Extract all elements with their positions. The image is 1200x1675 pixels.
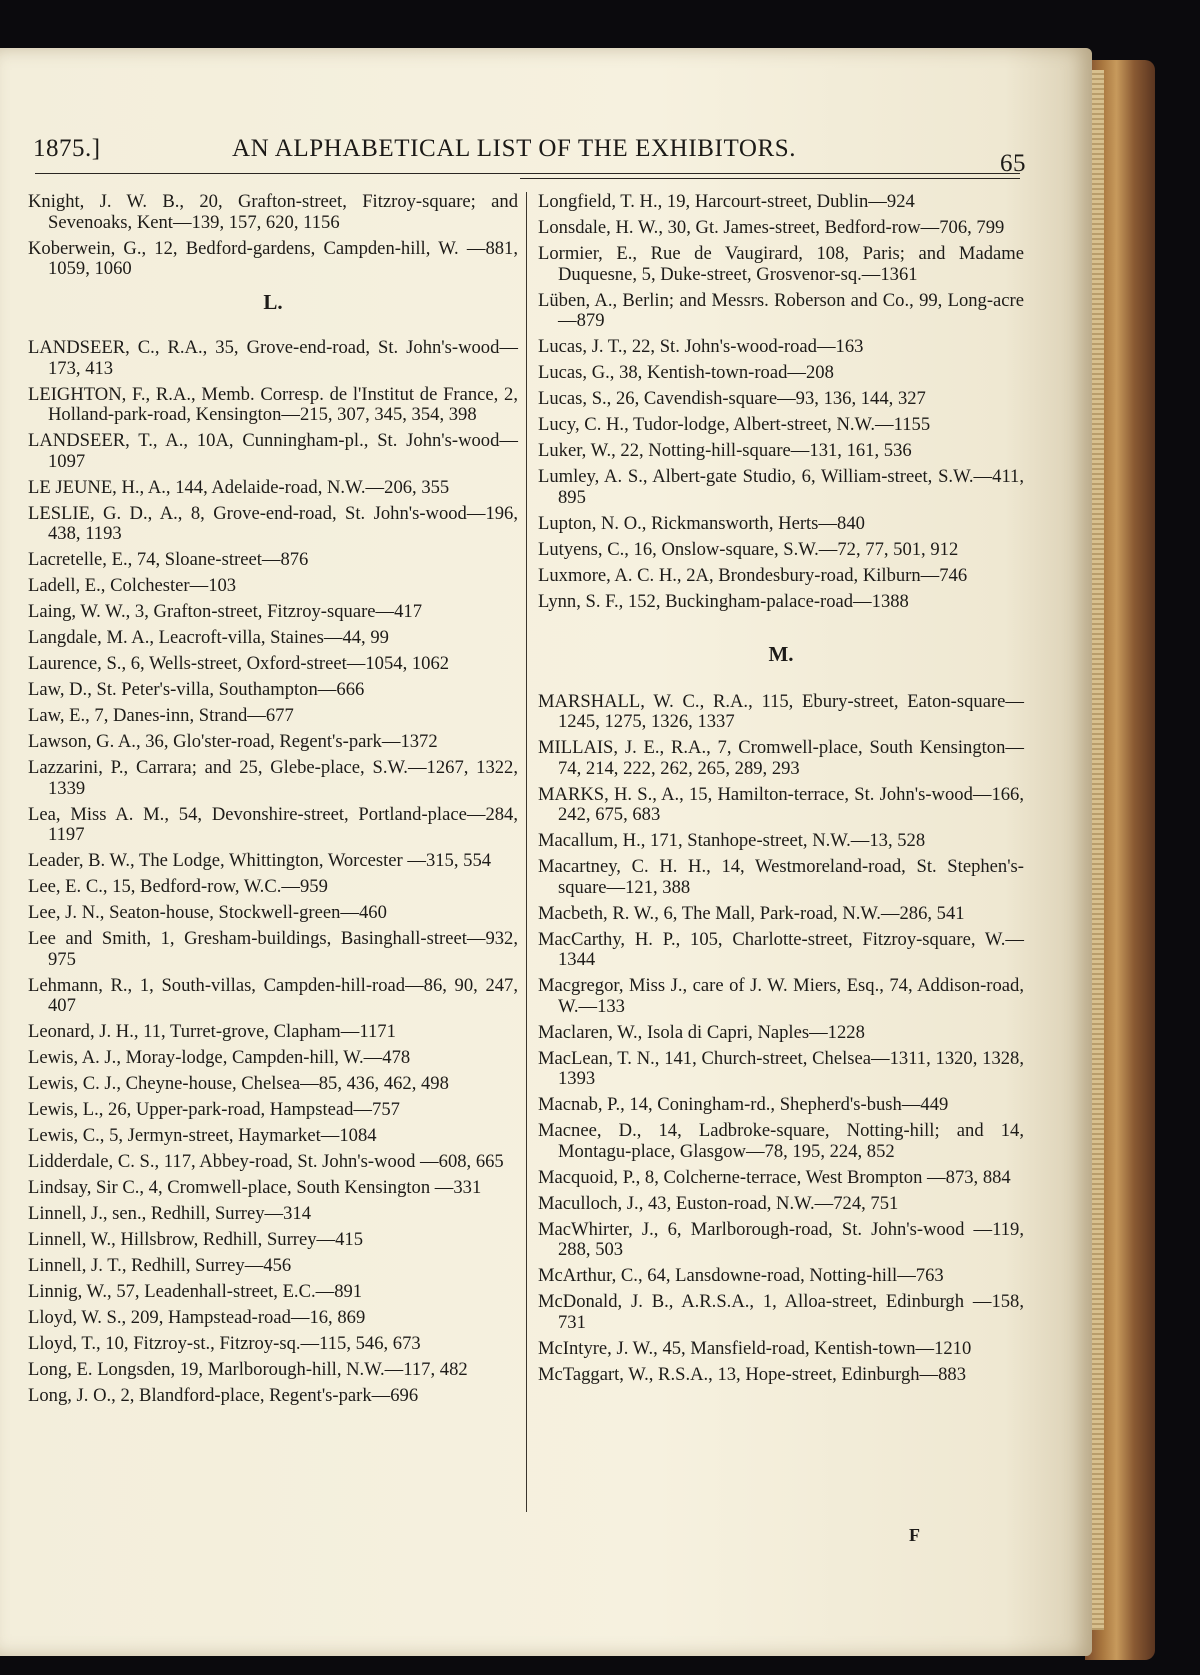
exhibitor-entry: Lonsdale, H. W., 30, Gt. James-street, Bedford-row—706, 799 xyxy=(538,217,1005,238)
exhibitor-entry: Lormier, E., Rue de Vaugirard, 108, Paris; and Madame Duquesne, 5, Duke-street, Grosvenor-sq.—1361 xyxy=(538,243,1024,285)
exhibitor-entry: Leonard, J. H., 11, Turret-grove, Clapham—1171 xyxy=(28,1021,396,1042)
exhibitor-entry: McArthur, C., 64, Lansdowne-road, Notting-hill—763 xyxy=(538,1265,944,1286)
exhibitor-entry: Laing, W. W., 3, Grafton-street, Fitzroy-square—417 xyxy=(28,601,423,622)
exhibitor-entry: Linnell, J. T., Redhill, Surrey—456 xyxy=(28,1255,292,1276)
header-title: AN ALPHABETICAL LIST OF THE EXHIBITORS. xyxy=(232,135,797,162)
exhibitor-entry: LESLIE, G. D., A., 8, Grove-end-road, St. John's-wood—196, 438, 1193 xyxy=(28,502,518,544)
header-year: 1875.] xyxy=(33,135,101,162)
exhibitor-entry: Lee and Smith, 1, Gresham-buildings, Basinghall-street—932, 975 xyxy=(28,928,518,970)
exhibitor-entry: Lloyd, T., 10, Fitzroy-st., Fitzroy-sq.—115, 546, 673 xyxy=(28,1333,421,1354)
exhibitor-entry: MacWhirter, J., 6, Marlborough-road, St. John's-wood —119, 288, 503 xyxy=(538,1218,1024,1260)
exhibitor-entry: McDonald, J. B., A.R.S.A., 1, Alloa-street, Edinburgh —158, 731 xyxy=(538,1291,1024,1333)
exhibitor-entry: Laurence, S., 6, Wells-street, Oxford-street—1054, 1062 xyxy=(28,653,450,674)
exhibitor-entry: LEIGHTON, F., R.A., Memb. Corresp. de l'Institut de France, 2, Holland-park-road, Kensington—215, 307, 345, 354, 398 xyxy=(28,383,518,425)
exhibitor-entry: Lucas, G., 38, Kentish-town-road—208 xyxy=(538,362,834,383)
exhibitor-entry: Leader, B. W., The Lodge, Whittington, Worcester —315, 554 xyxy=(28,850,492,871)
exhibitor-entry: LANDSEER, C., R.A., 35, Grove-end-road, St. John's-wood—173, 413 xyxy=(28,337,518,379)
exhibitor-entry: Lehmann, R., 1, South-villas, Campden-hill-road—86, 90, 247, 407 xyxy=(28,974,518,1016)
exhibitor-entry: Langdale, M. A., Leacroft-villa, Staines—44, 99 xyxy=(28,627,389,648)
exhibitor-entry: Linnig, W., 57, Leadenhall-street, E.C.—891 xyxy=(28,1281,363,1302)
exhibitor-entry: Macnee, D., 14, Ladbroke-square, Notting-hill; and 14, Montagu-place, Glasgow—78, 195, 224, 852 xyxy=(538,1120,1024,1162)
exhibitor-entry: MacLean, T. N., 141, Church-street, Chelsea—1311, 1320, 1328, 1393 xyxy=(538,1047,1024,1089)
exhibitor-entry: Lea, Miss A. M., 54, Devonshire-street, Portland-place—284, 1197 xyxy=(28,803,518,845)
exhibitor-entry: Knight, J. W. B., 20, Grafton-street, Fitzroy-square; and Sevenoaks, Kent—139, 157, 620, 1156 xyxy=(28,191,518,233)
exhibitor-entry: Long, E. Longsden, 19, Marlborough-hill, N.W.—117, 482 xyxy=(28,1359,468,1380)
exhibitor-entry: Maculloch, J., 43, Euston-road, N.W.—724, 751 xyxy=(538,1192,899,1214)
exhibitor-entry: Lloyd, W. S., 209, Hampstead-road—16, 869 xyxy=(28,1307,366,1328)
exhibitor-entry: Lazzarini, P., Carrara; and 25, Glebe-place, S.W.—1267, 1322, 1339 xyxy=(28,757,518,799)
exhibitor-entry: Lindsay, Sir C., 4, Cromwell-place, South Kensington —331 xyxy=(28,1177,482,1198)
exhibitor-entry: Lidderdale, C. S., 117, Abbey-road, St. John's-wood —608, 665 xyxy=(28,1151,504,1172)
exhibitor-entry: Macnab, P., 14, Coningham-rd., Shepherd's-bush—449 xyxy=(538,1094,949,1115)
header-rule-top xyxy=(35,173,1020,174)
exhibitor-entry: Lee, J. N., Seaton-house, Stockwell-green—460 xyxy=(28,902,387,923)
section-letter: M. xyxy=(768,642,794,666)
exhibitor-entry: Lupton, N. O., Rickmansworth, Herts—840 xyxy=(538,512,865,534)
exhibitor-entry: Long, J. O., 2, Blandford-place, Regent's-park—696 xyxy=(28,1385,419,1406)
exhibitor-entry: LE JEUNE, H., A., 144, Adelaide-road, N.W.—206, 355 xyxy=(28,476,450,498)
exhibitor-entry: Lewis, C., 5, Jermyn-street, Haymarket—1084 xyxy=(28,1125,377,1146)
page-number: 65 xyxy=(1000,150,1026,177)
exhibitor-entry: Linnell, W., Hillsbrow, Redhill, Surrey—415 xyxy=(28,1229,364,1250)
exhibitor-entry: Lewis, L., 26, Upper-park-road, Hampstead—757 xyxy=(28,1099,400,1120)
right-column xyxy=(538,192,1024,1391)
exhibitor-entry: Law, D., St. Peter's-villa, Southampton—666 xyxy=(28,679,365,700)
exhibitor-entry: Lawson, G. A., 36, Glo'ster-road, Regent's-park—1372 xyxy=(28,731,438,752)
exhibitor-entry: MacCarthy, H. P., 105, Charlotte-street, Fitzroy-square, W.—1344 xyxy=(538,928,1024,970)
exhibitor-entry: Lacretelle, E., 74, Sloane-street—876 xyxy=(28,549,309,570)
exhibitor-entry: MARKS, H. S., A., 15, Hamilton-terrace, St. John's-wood—166, 242, 675, 683 xyxy=(538,783,1024,825)
exhibitor-entry: Lucy, C. H., Tudor-lodge, Albert-street, N.W.—1155 xyxy=(538,414,931,435)
exhibitor-entry: Lutyens, C., 16, Onslow-square, S.W.—72, 77, 501, 912 xyxy=(538,538,959,560)
exhibitor-entry: LANDSEER, T., A., 10A, Cunningham-pl., St. John's-wood—1097 xyxy=(28,430,518,472)
exhibitor-entry: Luker, W., 22, Notting-hill-square—131, 161, 536 xyxy=(538,440,912,461)
exhibitor-entry: Lee, E. C., 15, Bedford-row, W.C.—959 xyxy=(28,876,328,897)
column-divider xyxy=(526,192,527,1512)
header-rule-bottom xyxy=(520,178,1020,179)
signature-mark: F xyxy=(909,1525,920,1545)
exhibitor-entry: MILLAIS, J. E., R.A., 7, Cromwell-place, South Kensington—74, 214, 222, 262, 265, 289, 293 xyxy=(538,737,1024,779)
exhibitor-entry: Law, E., 7, Danes-inn, Strand—677 xyxy=(28,705,294,726)
exhibitor-entry: Linnell, J., sen., Redhill, Surrey—314 xyxy=(28,1203,312,1224)
page-edges xyxy=(1090,70,1104,1630)
exhibitor-entry: Macallum, H., 171, Stanhope-street, N.W.—13, 528 xyxy=(538,830,926,851)
exhibitor-entry: Macbeth, R. W., 6, The Mall, Park-road, N.W.—286, 541 xyxy=(538,902,965,924)
exhibitor-entry: Lewis, C. J., Cheyne-house, Chelsea—85, 436, 462, 498 xyxy=(28,1073,449,1094)
exhibitor-entry: Macartney, C. H. H., 14, Westmoreland-road, St. Stephen's-square—121, 388 xyxy=(538,856,1024,898)
exhibitor-entry: Lucas, S., 26, Cavendish-square—93, 136, 144, 327 xyxy=(538,388,926,409)
exhibitor-entry: MARSHALL, W. C., R.A., 115, Ebury-street, Eaton-square—1245, 1275, 1326, 1337 xyxy=(538,690,1024,732)
exhibitor-entry: Longfield, T. H., 19, Harcourt-street, Dublin—924 xyxy=(538,191,915,212)
exhibitor-entry: Lucas, J. T., 22, St. John's-wood-road—163 xyxy=(538,336,864,357)
exhibitor-entry: McIntyre, J. W., 45, Mansfield-road, Kentish-town—1210 xyxy=(538,1337,972,1359)
exhibitor-entry: Macquoid, P., 8, Colcherne-terrace, West Brompton —873, 884 xyxy=(538,1166,1011,1188)
exhibitor-entry: Macgregor, Miss J., care of J. W. Miers, Esq., 74, Addison-road, W.—133 xyxy=(538,975,1024,1017)
exhibitor-entry: Lewis, A. J., Moray-lodge, Campden-hill, W.—478 xyxy=(28,1047,411,1068)
exhibitor-entry: Maclaren, W., Isola di Capri, Naples—1228 xyxy=(538,1021,865,1043)
left-column xyxy=(28,192,518,1412)
exhibitor-entry: Lüben, A., Berlin; and Messrs. Roberson and Co., 99, Long-acre—879 xyxy=(538,289,1024,331)
exhibitor-entry: Koberwein, G., 12, Bedford-gardens, Campden-hill, W. —881, 1059, 1060 xyxy=(28,237,518,279)
exhibitor-entry: Ladell, E., Colchester—103 xyxy=(28,575,237,596)
exhibitor-entry: McTaggart, W., R.S.A., 13, Hope-street, Edinburgh—883 xyxy=(538,1363,967,1385)
exhibitor-entry: Luxmore, A. C. H., 2A, Brondesbury-road, Kilburn—746 xyxy=(538,564,968,586)
section-letter: L. xyxy=(263,289,283,314)
exhibitor-entry: Lumley, A. S., Albert-gate Studio, 6, William-street, S.W.—411, 895 xyxy=(538,466,1024,508)
exhibitor-entry: Lynn, S. F., 152, Buckingham-palace-road—1388 xyxy=(538,590,909,612)
